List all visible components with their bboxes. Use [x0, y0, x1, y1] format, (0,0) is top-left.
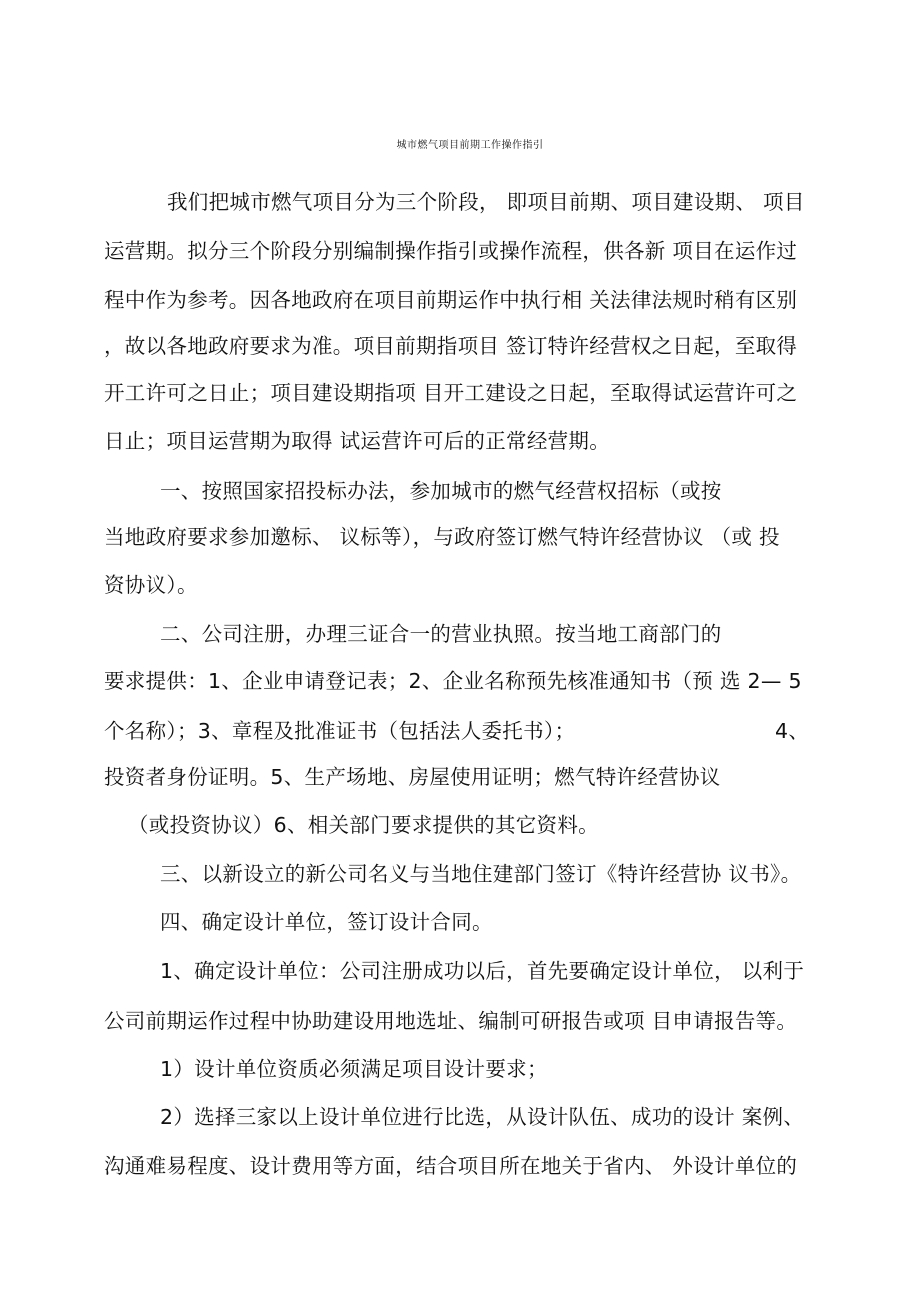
section4-item-1: 1）设计单位资质必须满足项目设计要求；	[160, 1057, 548, 1081]
section2-line-3a: 个名称）；3、章程及批准证书（包括法人委托书）；	[104, 719, 576, 743]
intro-line-1: 我们把城市燃气项目分为三个阶段， 即项目前期、项目建设期、 项目	[167, 190, 805, 214]
document-title: 城市燃气项目前期工作操作指引	[396, 140, 544, 151]
intro-line-2: 运营期。拟分三个阶段分别编制操作指引或操作流程，供各新 项目在运作过	[104, 239, 798, 263]
section3-line-1: 三、以新设立的新公司名义与当地住建部门签订《特许经营协 议书》。	[160, 862, 802, 886]
section4-sub1-line-2: 公司前期运作过程中协助建设用地选址、编制可研报告或项 目申请报告等。	[104, 1009, 798, 1033]
intro-line-4: ，故以各地政府要求为准。项目前期指项目 签订特许经营权之日起，至取得	[104, 334, 798, 358]
intro-line-5: 开工许可之日止；项目建设期指项 目开工建设之日起，至取得试运营许可之	[104, 381, 798, 405]
section4-heading: 四、确定设计单位，签订设计合同。	[160, 910, 493, 934]
intro-line-3: 程中作为参考。因各地政府在项目前期运作中执行相 关法律法规时稍有区别	[104, 288, 798, 312]
section4-item-2-line-1: 2）选择三家以上设计单位进行比选，从设计队伍、成功的设计 案例、	[160, 1105, 805, 1129]
section4-sub1-line-1: 1、确定设计单位：公司注册成功以后，首先要确定设计单位， 以利于	[160, 959, 805, 983]
section2-line-2: 要求提供：1、企业申请登记表；2、企业名称预先核准通知书（预 选 2— 5	[104, 669, 802, 693]
section1-line-3: 资协议）。	[104, 573, 198, 597]
section1-line-1: 一、按照国家招投标办法，参加城市的燃气经营权招标（或按	[160, 479, 722, 503]
section2-line-3b: 4、	[775, 719, 810, 743]
section2-line-5: （或投资协议）6、相关部门要求提供的其它资料。	[128, 813, 599, 837]
section2-line-1: 二、公司注册，办理三证合一的营业执照。按当地工商部门的	[160, 622, 722, 646]
section2-line-4: 投资者身份证明。5、生产场地、房屋使用证明；燃气特许经营协议	[104, 765, 721, 789]
section1-line-2: 当地政府要求参加邀标、 议标等），与政府签订燃气特许经营协议 （或 投	[104, 525, 780, 549]
section4-item-2-line-2: 沟通难易程度、设计费用等方面，结合项目所在地关于省内、 外设计单位的	[104, 1154, 798, 1178]
intro-line-6: 日止；项目运营期为取得 试运营许可后的正常经营期。	[104, 429, 611, 453]
